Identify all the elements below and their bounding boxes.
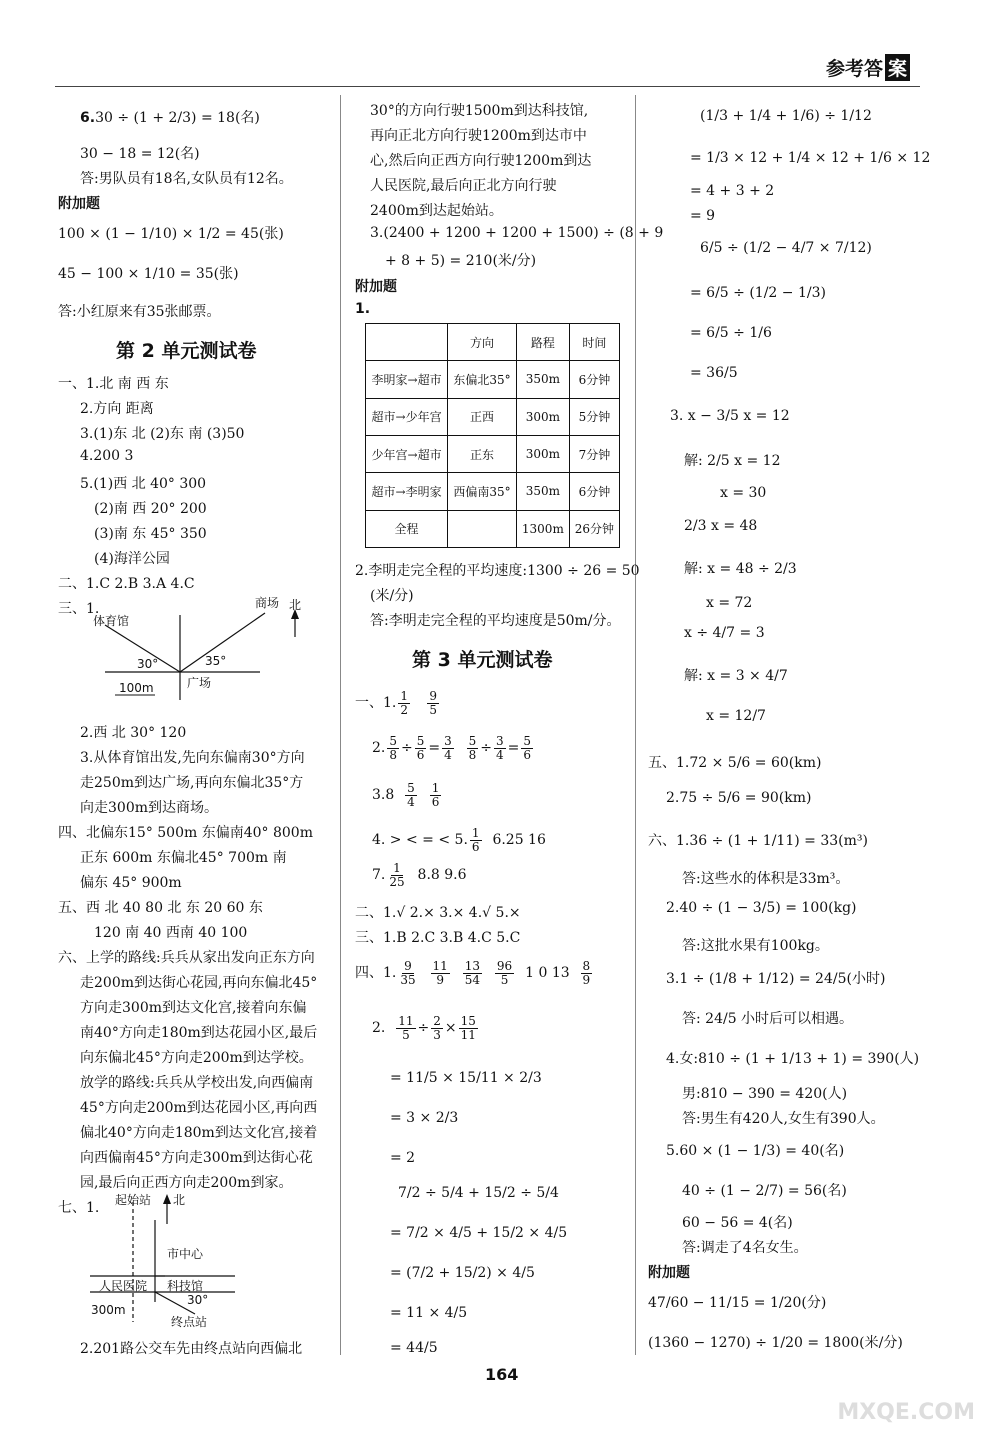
- fraction: $\frac{9}{5}$: [429, 689, 437, 717]
- answer-line: x = 12/7: [706, 708, 766, 724]
- answer-line: 2400m到达起始站。: [370, 203, 503, 219]
- answer-line: 六、上学的路线:兵兵从家出发向正东方向: [58, 950, 315, 966]
- table-cell: 1300m: [516, 510, 569, 547]
- table-cell: [448, 510, 517, 547]
- text-element: 3.8: [372, 787, 395, 804]
- table-row: [366, 398, 620, 435]
- table-row: [366, 435, 620, 472]
- fraction: $\frac{11}{9}$: [432, 959, 448, 987]
- answer-line: 走250m到达广场,再向东偏北35°方: [80, 775, 304, 791]
- table-cell: 方向: [448, 324, 517, 361]
- answer-line: 解: x = 3 × 4/7: [684, 668, 788, 684]
- table-cell: 东偏北35°: [448, 361, 517, 398]
- table-row: [366, 473, 620, 510]
- answer-line: 30 − 18 = 12(名): [80, 146, 200, 162]
- extra-heading: 附加题: [355, 279, 397, 295]
- table-cell: 350m: [516, 473, 569, 510]
- table-row: [366, 361, 620, 398]
- text-element: 7.: [372, 867, 386, 884]
- map-label-north: 北: [173, 1193, 186, 1207]
- direction-map-2: [85, 1192, 285, 1332]
- fraction: $\frac{9}{35}$: [400, 959, 416, 987]
- answer-line: 3. x − 3/5 x = 12: [670, 408, 790, 424]
- table-cell: 正西: [448, 398, 517, 435]
- answer-line: 四、北偏东15° 500m 东偏南40° 800m: [58, 825, 313, 841]
- answer-line: 解: 2/5 x = 12: [684, 453, 781, 469]
- header-title-box: 案: [885, 54, 910, 81]
- answer-line: (1360 − 1270) ÷ 1/20 = 1800(米/分): [648, 1335, 903, 1351]
- answer-line: (2)南 西 20° 200: [94, 501, 207, 517]
- answer-line: 向西偏南45°方向走300m到达街心花: [80, 1150, 313, 1166]
- answer-line: 120 南 40 西南 40 100: [94, 925, 248, 941]
- fraction: $\frac{15}{11}$: [460, 1014, 476, 1042]
- answer-line: = 11/5 × 15/11 × 2/3: [390, 1070, 542, 1086]
- answer-line: = 2: [390, 1150, 416, 1166]
- answer-line: = 3 × 2/3: [390, 1110, 459, 1126]
- answer-line: 3.(1)东 北 (2)东 南 (3)50: [80, 426, 245, 442]
- answer-line: + 8 + 5) = 210(米/分): [385, 253, 537, 269]
- map-label-scale: 100m: [119, 681, 154, 695]
- answer-line: x = 72: [706, 595, 753, 611]
- answer-line: 六、1.36 ÷ (1 + 1/11) = 33(m³): [648, 833, 868, 849]
- answer-line: 答:这些水的体积是33m³。: [682, 871, 850, 887]
- fraction: $\frac{5}{4}$: [407, 781, 415, 809]
- answer-line: 五、1.72 × 5/6 = 60(km): [648, 755, 822, 771]
- table-header-row: [366, 324, 620, 361]
- answer-line: 答:小红原来有35张邮票。: [58, 304, 221, 320]
- answer-line: 3.(2400 + 1200 + 1200 + 1500) ÷ (8 + 9: [370, 225, 664, 241]
- answer-line: 五、西 北 40 80 北 东 20 60 东: [58, 900, 263, 916]
- table-row: [366, 510, 620, 547]
- answer-line: 答:这批水果有100kg。: [682, 938, 829, 954]
- answer-line: 5.60 × (1 − 1/3) = 40(名): [666, 1143, 845, 1159]
- text-element: 一、1.: [355, 695, 397, 712]
- answer-line: 60 − 56 = 4(名): [682, 1215, 793, 1231]
- unit-2-title: 第 2 单元测试卷: [116, 340, 257, 362]
- answer-line: 3.从体育馆出发,先向东偏南30°方向: [80, 750, 305, 766]
- answer-line: = (7/2 + 15/2) × 4/5: [390, 1265, 535, 1281]
- table-cell: 300m: [516, 435, 569, 472]
- answer-line: 三、1.B 2.C 3.B 4.C 5.C: [355, 930, 521, 946]
- answer-line: = 9: [690, 208, 716, 224]
- answer-line: = 1/3 × 12 + 1/4 × 12 + 1/6 × 12: [690, 150, 931, 166]
- map-label-hospital: 人民医院: [99, 1279, 148, 1293]
- answer-line: 2.方向 距离: [80, 401, 154, 417]
- answer-line: 100 × (1 − 1/10) × 1/2 = 45(张): [58, 226, 284, 242]
- answer-line: 向东偏北45°方向走200m到达学校。: [80, 1050, 313, 1066]
- direction-map-1: [85, 595, 325, 705]
- answer-line: 45°方向走200m到达花园小区,再向西: [80, 1100, 318, 1116]
- text-element: 4. > < = < 5.: [372, 832, 468, 849]
- unit-3-title: 第 3 单元测试卷: [412, 649, 553, 671]
- fraction: $\frac{13}{54}$: [464, 959, 481, 987]
- answer-line: 南40°方向走180m到达花园小区,最后: [80, 1025, 318, 1041]
- answer-line: = 7/2 × 4/5 + 15/2 × 4/5: [390, 1225, 568, 1241]
- text-element: 2.: [372, 1020, 386, 1037]
- answer-line: 七、1.: [58, 1200, 100, 1216]
- answer-line: 园,最后向正西方向走200m到家。: [80, 1175, 293, 1191]
- answer-line: 7/2 ÷ 5/4 + 15/2 ÷ 5/4: [398, 1185, 559, 1201]
- answer-line: 走200m到达街心花园,再向东偏北45°: [80, 975, 318, 991]
- answer-line: = 36/5: [690, 365, 738, 381]
- table-cell: 路程: [516, 324, 569, 361]
- answer-line: 2.40 ÷ (1 − 3/5) = 100(kg): [666, 900, 857, 916]
- table-cell: 26分钟: [569, 510, 619, 547]
- answer-line: (1/3 + 1/4 + 1/6) ÷ 1/12: [700, 108, 872, 124]
- answer-line: 2.李明走完全程的平均速度:1300 ÷ 26 = 50: [355, 563, 640, 579]
- answer-line: 6/5 ÷ (1/2 − 4/7 × 7/12): [700, 240, 872, 256]
- fraction: $\frac{5}{6}$: [416, 734, 425, 762]
- answer-line: 答:李明走完全程的平均速度是50m/分。: [370, 613, 621, 629]
- map-label-a30: 30°: [187, 1293, 209, 1307]
- map-label-guangchang: 广场: [187, 676, 212, 690]
- table-cell: 少年宫→超市: [366, 435, 448, 472]
- table-cell: 西偏南35°: [448, 473, 517, 510]
- text-element: 四、1.: [355, 965, 397, 982]
- answer-line: 1.: [355, 301, 371, 317]
- table-cell: 超市→李明家: [366, 473, 448, 510]
- fraction: $\frac{96}{5}$: [496, 959, 513, 987]
- answer-line: x ÷ 4/7 = 3: [684, 625, 765, 641]
- fraction: $\frac{1}{6}$: [431, 781, 440, 809]
- map-label-center: 市中心: [167, 1247, 204, 1261]
- answer-line: 答:男生有420人,女生有390人。: [682, 1111, 885, 1127]
- header-rule: [55, 86, 920, 87]
- answer-line: 方向走300m到达文化宫,接着向东偏: [80, 1000, 307, 1016]
- text-element: 8.8 9.6: [417, 867, 467, 884]
- table-cell: 全程: [366, 510, 448, 547]
- text-element: 6.25 16: [492, 832, 546, 849]
- fraction: $\frac{1}{6}$: [471, 826, 480, 854]
- answer-line: (米/分): [370, 588, 414, 604]
- answer-line: 答:调走了4名女生。: [682, 1240, 808, 1256]
- text-element: 2.: [372, 740, 386, 757]
- table-cell: 正东: [448, 435, 517, 472]
- answer-line: 二、1.√ 2.× 3.× 4.√ 5.×: [355, 905, 521, 921]
- extra-heading: 附加题: [648, 1265, 690, 1281]
- map-label-science: 科技馆: [167, 1279, 204, 1293]
- answer-line: 再向正北方向行驶1200m到达市中: [370, 128, 587, 144]
- fraction: $\frac{5}{8}$: [468, 734, 477, 762]
- answer-line: 二、1.C 2.B 3.A 4.C: [58, 576, 195, 592]
- table-cell: 6分钟: [569, 361, 619, 398]
- map-label-a30: 30°: [137, 657, 159, 671]
- table-cell: 350m: [516, 361, 569, 398]
- answer-line: 45 − 100 × 1/10 = 35(张): [58, 266, 239, 282]
- answer-line: 3.1 ÷ (1/8 + 1/12) = 24/5(小时): [666, 971, 886, 987]
- answer-line: 2/3 x = 48: [684, 518, 758, 534]
- table-cell: 7分钟: [569, 435, 619, 472]
- answer-line: 向走300m到达商场。: [80, 800, 218, 816]
- answer-line: 正东 600m 东偏北45° 700m 南: [80, 850, 287, 866]
- answer-line: 人民医院,最后向正北方向行驶: [370, 178, 557, 194]
- answer-line: 2.西 北 30° 120: [80, 725, 187, 741]
- map-label-tiyuguan: 体育馆: [93, 614, 130, 628]
- answer-line: 放学的路线:兵兵从学校出发,向西偏南: [80, 1075, 314, 1091]
- column-divider-1: [340, 95, 341, 1355]
- table-cell: 300m: [516, 398, 569, 435]
- answer-line: 5.(1)西 北 40° 300: [80, 476, 207, 492]
- answer-line: 30°的方向行驶1500m到达科技馆,: [370, 103, 589, 119]
- table-cell: 5分钟: [569, 398, 619, 435]
- answer-line: 三、1.: [58, 601, 100, 617]
- answer-line: 2.75 ÷ 5/6 = 90(km): [666, 790, 812, 806]
- answer-line: = 11 × 4/5: [390, 1305, 468, 1321]
- fraction: $\frac{2}{3}$: [433, 1014, 441, 1042]
- column-divider-2: [635, 95, 636, 1355]
- answer-line: 47/60 − 11/15 = 1/20(分): [648, 1295, 827, 1311]
- fraction: $\frac{8}{9}$: [582, 959, 591, 987]
- table-cell: 时间: [569, 324, 619, 361]
- answer-line: 2.201路公交车先由终点站向西偏北: [80, 1341, 303, 1357]
- answer-line: (3)南 东 45° 350: [94, 526, 207, 542]
- route-table-body: [366, 324, 620, 548]
- answer-line: (4)海洋公园: [94, 551, 170, 567]
- answer-line: 40 ÷ (1 − 2/7) = 56(名): [682, 1183, 847, 1199]
- map-label-start: 起始站: [115, 1193, 152, 1207]
- map-label-a35: 35°: [205, 654, 227, 668]
- fraction: $\frac{11}{5}$: [398, 1014, 414, 1042]
- map-label-scale: 300m: [91, 1303, 126, 1317]
- fraction: $\frac{3}{4}$: [496, 734, 504, 762]
- fraction: $\frac{5}{8}$: [389, 734, 397, 762]
- answer-line: 4.200 3: [80, 448, 134, 464]
- fraction: $\frac{3}{4}$: [444, 734, 452, 762]
- header-title: 参考答: [825, 58, 883, 80]
- answer-line: 解: x = 48 ÷ 2/3: [684, 561, 797, 577]
- answer-line: = 6/5 ÷ 1/6: [690, 325, 772, 341]
- answer-line: 答: 24/5 小时后可以相遇。: [682, 1011, 854, 1027]
- fraction: $\frac{5}{6}$: [523, 734, 532, 762]
- fraction: $\frac{1}{25}$: [389, 861, 405, 889]
- answer-line: x = 30: [720, 485, 767, 501]
- answer-line: 偏北40°方向走180m到达文化宫,接着: [80, 1125, 318, 1141]
- answer-line: = 6/5 ÷ (1/2 − 1/3): [690, 285, 826, 301]
- answer-line: 一、1.北 南 西 东: [58, 376, 169, 392]
- answer-line: 偏东 45° 900m: [80, 875, 182, 891]
- map-label-end: 终点站: [171, 1315, 208, 1329]
- table-cell: 6分钟: [569, 473, 619, 510]
- answer-line: 心,然后向正西方向行驶1200m到达: [370, 153, 592, 169]
- answer-line: 4.女:810 ÷ (1 + 1/13 + 1) = 390(人): [666, 1051, 920, 1067]
- watermark: MXQE.COM: [837, 1400, 975, 1425]
- answer-line: = 4 + 3 + 2: [690, 183, 775, 199]
- table-cell: 李明家→超市: [366, 361, 448, 398]
- answer-line: 30 ÷ (1 + 2/3) = 18(名): [95, 110, 260, 126]
- answer-line: 男:810 − 390 = 420(人): [682, 1086, 848, 1102]
- answer-line: = 44/5: [390, 1340, 438, 1356]
- map-label-north: 北: [289, 598, 302, 612]
- table-cell: [366, 324, 448, 361]
- text-element: 1 0 13: [525, 965, 570, 982]
- route-table: [365, 323, 620, 548]
- map-label-shangchang: 商场: [255, 596, 280, 610]
- fraction: $\frac{1}{2}$: [400, 689, 408, 717]
- page-number: 164: [485, 1365, 519, 1384]
- page-header: [826, 54, 910, 81]
- answer-line: 答:男队员有18名,女队员有12名。: [80, 171, 293, 187]
- extra-heading: 附加题: [58, 196, 100, 212]
- table-cell: 超市→少年宫: [366, 398, 448, 435]
